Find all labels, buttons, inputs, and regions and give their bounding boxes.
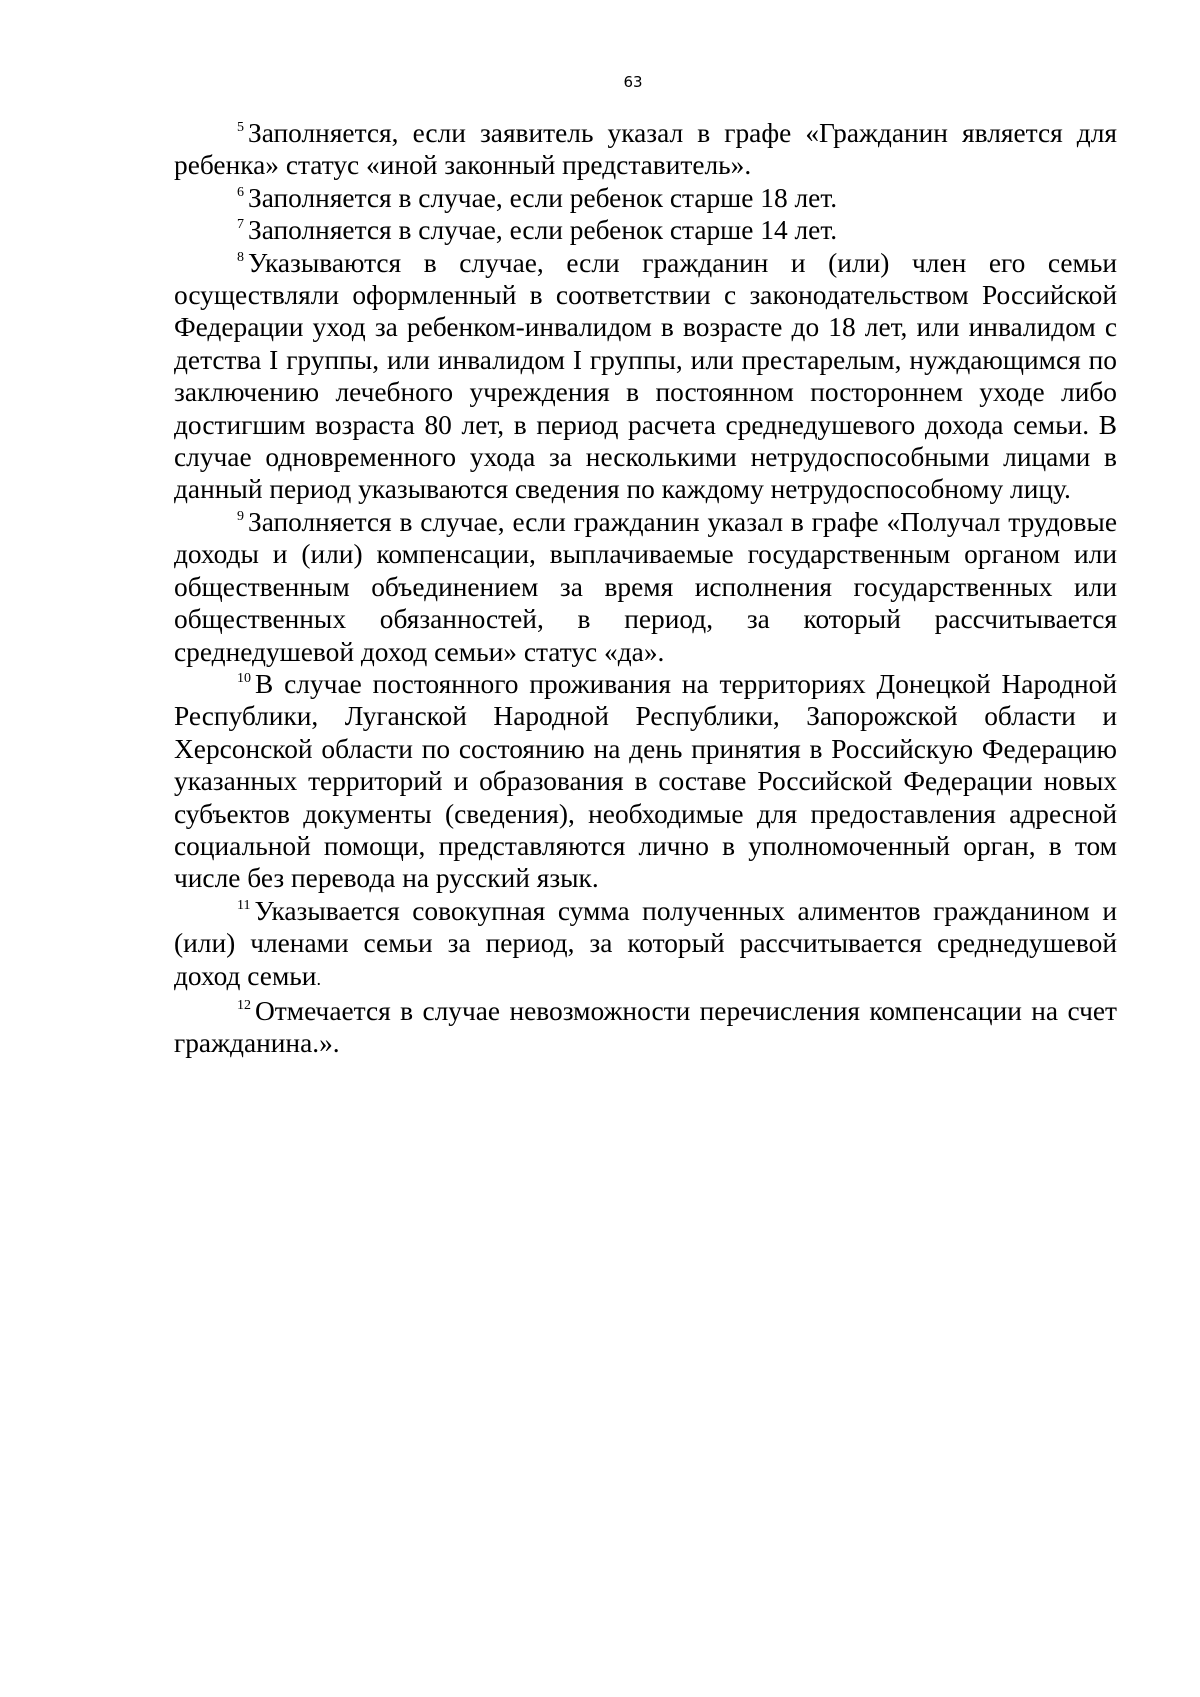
- footnotes-section: [174, 117, 1117, 1060]
- footnote-marker: 11: [237, 897, 251, 913]
- footnote-marker: 7: [237, 217, 244, 233]
- footnote-6: [174, 182, 1117, 214]
- footnote-text: Заполняется в случае, если ребенок старше 14 лет.: [248, 215, 838, 246]
- footnote-text: Указываются в случае, если гражданин и (или) член его семьи осуществляли оформленный в соответствии с законодательством Российской Федерации уход за ребенком-инвалидом в возрасте до 18 лет, или инвалидом с детства I группы, или инвалидом I группы, или престарелым, нуждающимся по заключению лечебного учреждения в постоянном постороннем уходе либо достигшим возраста 80 лет, в период расчета среднедушевого дохода семьи. В случае одновременного ухода за несколькими нетрудоспособными лицами в данный период указываются сведения по каждому нетрудоспособному лицу.: [174, 247, 1117, 505]
- footnote-text: Указывается совокупная сумма полученных алиментов гражданином и (или) членами семьи за период, за который рассчитывается среднедушевой доход семьи: [174, 895, 1117, 991]
- footnote-marker: 12: [237, 997, 251, 1013]
- footnote-marker: 8: [237, 249, 244, 265]
- footnote-trailing-period: .: [316, 968, 321, 989]
- footnote-12: [174, 995, 1117, 1060]
- footnote-marker: 10: [237, 670, 251, 686]
- footnote-10: [174, 668, 1117, 895]
- footnote-marker: 9: [237, 508, 244, 524]
- footnote-9: [174, 506, 1117, 668]
- footnote-text: В случае постоянного проживания на территориях Донецкой Народной Республики, Луганской Народной Республики, Запорожской области и Херсонской области по состоянию на день принятия в Российскую Федерацию указанных территорий и образования в составе Российской Федерации новых субъектов документы (сведения), необходимые для предоставления адресной социальной помощи, представляются лично в уполномоченный орган, в том числе без перевода на русский язык.: [174, 668, 1117, 894]
- footnote-marker: 5: [237, 120, 244, 135]
- footnote-text: Заполняется в случае, если ребенок старше 18 лет.: [248, 182, 838, 213]
- footnote-11: [174, 895, 1117, 995]
- footnote-marker: 6: [237, 184, 244, 200]
- footnote-text: Заполняется, если заявитель указал в графе «Гражданин является для ребенка» статус «иной законный представитель».: [174, 118, 1117, 181]
- footnote-8: [174, 247, 1117, 506]
- page-number: 63: [623, 73, 643, 91]
- footnote-5: [174, 117, 1117, 182]
- footnote-7: [174, 214, 1117, 246]
- footnote-text: Отмечается в случае невозможности перечисления компенсации на счет гражданина.».: [174, 995, 1117, 1059]
- footnote-text: Заполняется в случае, если гражданин указал в графе «Получал трудовые доходы и (или) компенсации, выплачиваемые государственным органом или общественным объединением за время исполнения государственных или общественных обязанностей, в период, за который рассчитывается среднедушевой доход семьи» статус «да».: [174, 506, 1117, 667]
